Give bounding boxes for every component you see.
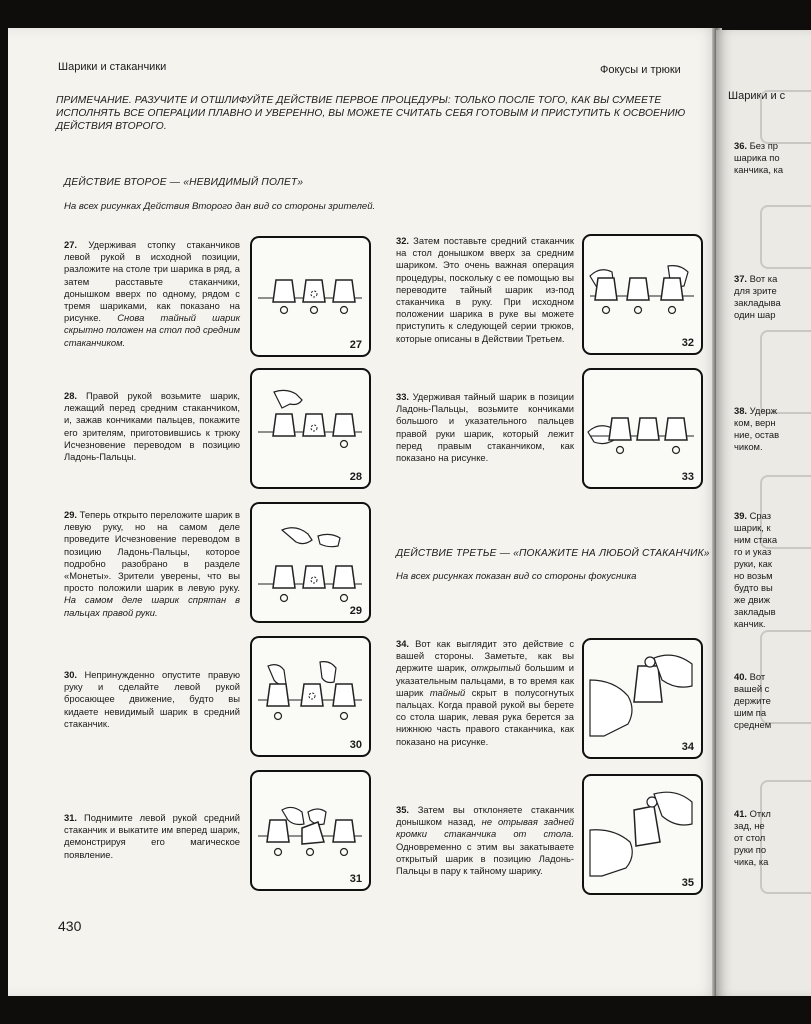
fragment-line: от стол [734,832,766,843]
step-number: 30. [64,669,78,680]
step-text: Непринужденно опустите правую руку и сделайте левой рукой бросающее движение, будто вы кидаете невидимый шарик в средний стаканчик. [64,669,240,729]
step-33 [396,391,574,464]
step-text: Правой рукой возьмите шарик, лежащий перед средним стаканчиком, и, зажав кончиками пальцев, покажите его зрителям, приготовившись к трюку Исчезновение переводом в позицию Ладонь-Пальцы. [64,390,240,463]
right-page-fragment [734,510,777,630]
step-31 [64,812,240,861]
fragment-line: ком, верн [734,417,776,428]
fragment-line: руки по [734,844,767,855]
fragment-line: но возьм [734,570,773,581]
fragment-line: один шар [734,309,776,320]
step-30 [64,669,240,730]
step-number: 40. [734,671,750,682]
figure-number: 33 [681,471,694,483]
step-text-italic: открытый [471,662,521,674]
fragment-line: держите [734,695,771,706]
step-number: 27. [64,239,78,250]
step-35 [396,804,574,877]
step-number: 35. [396,804,410,815]
cups-illustration [584,370,700,486]
right-page-header: Шарики и с [728,90,786,102]
step-32 [396,235,574,345]
step-number: 29. [64,509,78,520]
fragment-line: Удерж [749,405,778,416]
figure-panel-30 [250,636,371,757]
right-page-figure [760,205,811,269]
fragment-line: среднем [734,719,772,730]
step-text: Удерживая тайный шарик в позиции Ладонь-Пальцы, возьмите кончиками большого и указательного пальцев правой руки шарик, который лежит перед правым стаканчиком, как показано на рисунке. [396,391,574,464]
figure-panel-35 [582,774,703,895]
step-text: Затем вы отклоняете стаканчик донышком назад, [396,804,575,828]
fragment-line: чиком. [734,441,763,452]
hand-illustration [584,776,700,892]
step-text-italic: тайный [429,686,466,698]
page-number: 430 [58,918,82,934]
step-text: Теперь открыто переложите шарик в левую руку, но на самом деле проведите Исчезновение переводом в позицию Ладонь-Пальцы, которое подробно разобрано в разделе «Монеты». Зрители уверены, что вы просто положили шарик в левую руку. [64,509,240,594]
step-28 [64,390,240,463]
figure-panel-32 [582,234,703,355]
step-34 [396,638,574,748]
step-text: Удерживая стопку стаканчиков левой рукой в исходной позиции, разложите на столе три шарика в ряд, а затем расставьте стаканчики, донышком вверх по одному, рядом с тремя шариками, как показано на рисунке. [64,239,240,324]
cups-illustration [252,370,368,486]
right-page-fragment [734,140,783,176]
step-number: 41. [734,808,750,819]
figure-panel-29 [250,502,371,623]
step-number: 31. [64,812,78,823]
fragment-line: канчик. [734,618,766,629]
step-number: 28. [64,390,78,401]
step-number: 33. [396,391,410,402]
step-text: Затем поставьте средний стаканчик на стол донышком вверх за средним шариком. Это очень важная операция процедуры, поскольку с ее помощью вы переводите тайный шарик из-под стаканчика в руку. При исходном положении шарика в руке вы можете приступить к следующей серии трюков, которые описаны в Действии Третьем. [396,235,574,344]
step-number: 32. [396,235,410,246]
figure-number: 31 [349,873,362,885]
cups-illustration [252,238,368,354]
figure-number: 35 [681,877,694,889]
fragment-line: чика, ка [734,856,769,867]
figure-panel-27 [250,236,371,357]
cups-illustration [252,638,368,754]
running-header-left: Шарики и стаканчики [58,61,167,73]
fragment-line: Откл [749,808,771,819]
cups-illustration [584,236,700,352]
fragment-line: руки, как [734,558,772,569]
fragment-line: го и указ [734,546,772,557]
fragment-line: же движ [734,594,771,605]
fragment-line: вашей с [734,683,770,694]
step-text-italic: Снова тайный шарик скрытно положен на стол под средним стаканчиком. [64,312,241,348]
fragment-line: ние, остав [734,429,780,440]
figure-number: 27 [349,339,362,351]
figure-number: 32 [681,337,694,349]
right-page [716,30,811,996]
fragment-line: канчика, ка [734,164,784,175]
right-page-figure [760,90,811,144]
right-page-fragment [734,808,771,868]
figure-panel-31 [250,770,371,891]
practice-note: ПРИМЕЧАНИЕ. РАЗУЧИТЕ И ОТШЛИФУЙТЕ ДЕЙСТВИЕ ПЕРВОЕ ПРОЦЕДУРЫ: ТОЛЬКО ПОСЛЕ ТОГО, КАК ВЫ СУМЕЕТЕ ИСПОЛНЯТЬ ВСЕ ОПЕРАЦИИ ПЛАВНО И УВЕРЕННО, ВЫ МОЖЕТЕ СЧИТАТЬ СЕБЯ ГОТОВЫМ И ПРИСТУПИТЬ К ОСВОЕНИЮ ДЕЙСТВИЯ ВТОРОГО. [56,95,686,132]
step-number: 37. [734,273,750,284]
step-29 [64,509,240,619]
step-number: 34. [396,638,410,649]
right-page-fragment [734,273,781,321]
figure-panel-34 [582,638,703,759]
figure-panel-28 [250,368,371,489]
figure-number: 30 [349,739,362,751]
fragment-line: ним стака [734,534,778,545]
fragment-line: закладыв [734,606,776,617]
fragment-line: зад, не [734,820,765,831]
fragment-line: шим па [734,707,767,718]
cups-illustration [252,772,368,888]
right-page-fragment [734,671,771,731]
hand-illustration [584,640,700,756]
step-text-italic: не отрывая задней кромки стаканчика от стола. [396,816,575,840]
action-three-subtitle: На всех рисунках показан вид со стороны фокусника [396,571,637,582]
action-two-title: ДЕЙСТВИЕ ВТОРОЕ — «НЕВИДИМЫЙ ПОЛЕТ» [64,177,304,188]
step-number: 39. [734,510,750,521]
fragment-line: для зрите [734,285,777,296]
fragment-line: Сраз [749,510,772,521]
step-text: Вот как выглядит это действие с вашей стороны. Заметьте, как вы держите шарик, [396,638,575,674]
cups-illustration [252,504,368,620]
step-27 [64,239,240,349]
fragment-line: будто вы [734,582,773,593]
figure-number: 34 [681,741,694,753]
fragment-line: Без пр [749,140,778,151]
fragment-line: шарик, к [734,522,771,533]
right-page-figure [760,330,811,414]
fragment-line: Вот [749,671,766,682]
step-text-italic: На самом деле шарик спрятан в пальцах правой руки. [64,594,240,618]
fragment-line: закладыва [734,297,781,308]
action-two-subtitle: На всех рисунках Действия Второго дан вид со стороны зрителей. [64,201,376,212]
figure-number: 28 [349,471,362,483]
step-number: 36. [734,140,750,151]
step-number: 38. [734,405,750,416]
action-three-title: ДЕЙСТВИЕ ТРЕТЬЕ — «ПОКАЖИТЕ НА ЛЮБОЙ СТАКАНЧИК» [396,548,710,559]
figure-panel-33 [582,368,703,489]
running-header-right: Фокусы и трюки [600,64,681,76]
step-text: Одновременно с этим вы закатываете открытый шарик в позицию Ладонь-Пальцы в пару к тайному шарику. [396,840,574,877]
fragment-line: Вот ка [749,273,778,284]
step-text: скрыт в полусогнутых пальцах. Когда правой рукой вы берете со стола шарик, левая рука берется за нижнюю часть правого стаканчика, как показано на рисунке. [396,686,574,747]
step-text: Поднимите левой рукой средний стаканчик и выкатите им вперед шарик, демонстрируя его магическое появление. [64,812,240,860]
right-page-fragment [734,405,779,453]
step-text: большим и указательным пальцами, в то время как шарик [396,662,574,698]
figure-number: 29 [349,605,362,617]
fragment-line: шарика по [734,152,780,163]
